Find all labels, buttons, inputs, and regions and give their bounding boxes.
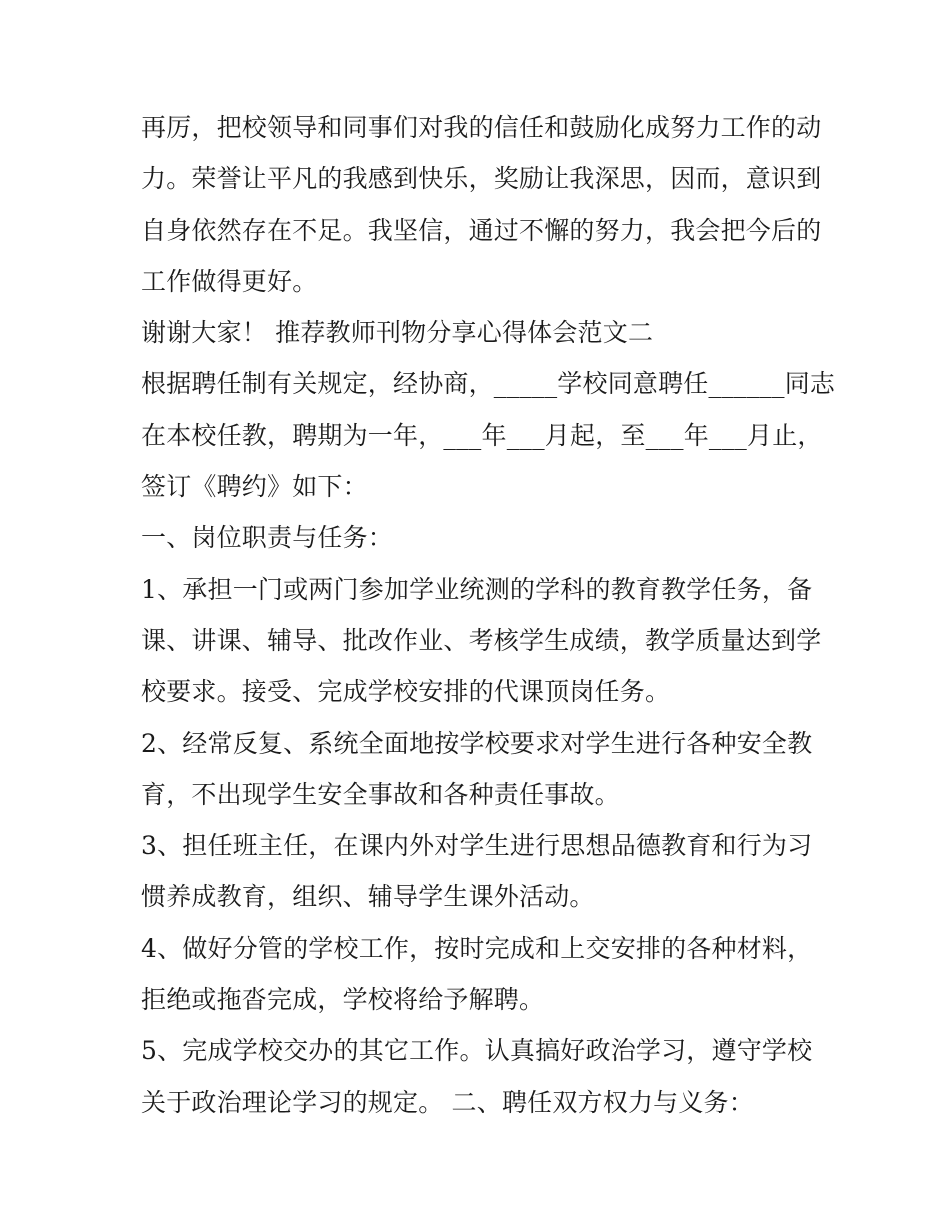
text-line: 4、做好分管的学校工作，按时完成和上交安排的各种材料， bbox=[141, 933, 813, 963]
text-line: 工作做得更好。 bbox=[141, 266, 318, 296]
text-line: 拒绝或拖沓完成，学校将给予解聘。 bbox=[141, 985, 545, 1015]
text-line: 3、担任班主任，在课内外对学生进行思想品德教育和行为习 bbox=[141, 831, 813, 861]
text-line: 2、经常反复、系统全面地按学校要求对学生进行各种安全教 bbox=[141, 728, 813, 758]
text-line: 在本校任教，聘期为一年，___年___月起，至___年___月止， bbox=[141, 420, 823, 450]
text-line: 惯养成教育，组织、辅导学生课外活动。 bbox=[141, 882, 595, 912]
text-line: 关于政治理论学习的规定。 二、聘任双方权力与义务： bbox=[141, 1087, 754, 1117]
document-body bbox=[141, 102, 836, 1128]
text-line: 5、完成学校交办的其它工作。认真搞好政治学习，遵守学校 bbox=[141, 1036, 813, 1066]
text-line: 校要求。接受、完成学校安排的代课顶岗任务。 bbox=[141, 677, 671, 707]
text-line: 根据聘任制有关规定，经协商，_____学校同意聘任______同志 bbox=[141, 369, 836, 399]
text-line: 再厉，把校领导和同事们对我的信任和鼓励化成努力工作的动 bbox=[141, 113, 822, 142]
text-line: 签订《聘约》如下： bbox=[141, 472, 368, 502]
text-line: 一、岗位职责与任务： bbox=[141, 523, 394, 553]
text-line: 育，不出现学生安全事故和各种责任事故。 bbox=[141, 779, 620, 809]
text-line: 1、承担一门或两门参加学业统测的学科的教育教学任务，备 bbox=[141, 574, 813, 604]
text-line: 自身依然存在不足。我坚信，通过不懈的努力，我会把今后的 bbox=[141, 215, 822, 245]
text-line: 力。荣誉让平凡的我感到快乐，奖励让我深思，因而，意识到 bbox=[141, 164, 822, 194]
text-line: 课、讲课、辅导、批改作业、考核学生成绩，教学质量达到学 bbox=[141, 625, 822, 655]
text-line: 谢谢大家！ 推荐教师刊物分享心得体会范文二 bbox=[141, 318, 654, 348]
